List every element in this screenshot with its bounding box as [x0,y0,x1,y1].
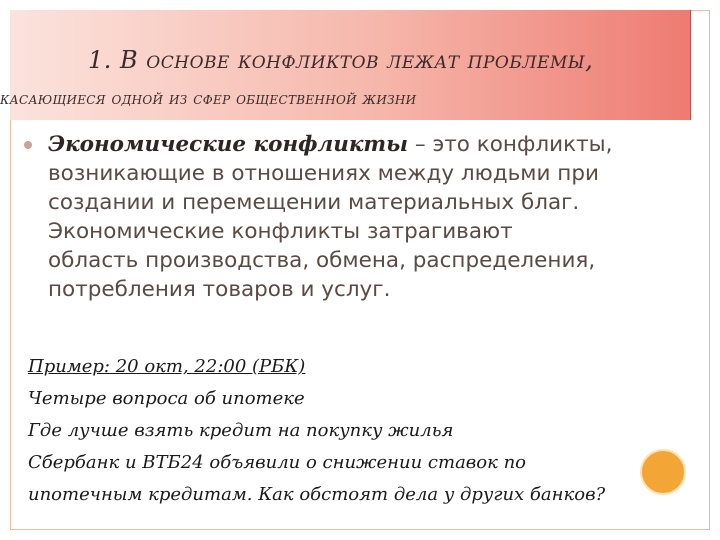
bullet-line: Экономические конфликты затрагивают [48,219,513,244]
title-line-1: 1. В основе конфликтов лежат проблемы, [88,46,594,74]
example-line: Четыре вопроса об ипотеке [28,388,305,409]
example-line: Где лучше взять кредит на покупку жилья [28,420,454,441]
bullet-line: возникающие в отношениях между людьми при [48,161,599,186]
example-header: Пример: 20 окт, 22:00 (РБК) [28,356,306,377]
example-block [28,351,698,511]
bullet-line: область производства, обмена, распределения, [48,248,596,273]
bullet-paragraph [48,130,698,304]
bullet-dot [24,141,32,149]
bullet-line: создании и перемещении материальных благ. [48,190,580,215]
title-line-2: касающиеся одной из сфер общественной жизни [0,89,417,109]
bullet-line: потребления товаров и услуг. [48,277,391,302]
example-line: ипотечным кредитам. Как обстоят дела у других банков? [28,484,606,505]
bullet-term: Экономические конфликты [48,132,409,157]
bullet-first-line: – это конфликты, [408,132,613,157]
example-line: Сбербанк и ВТБ24 объявили о снижении ставок по [28,452,527,473]
